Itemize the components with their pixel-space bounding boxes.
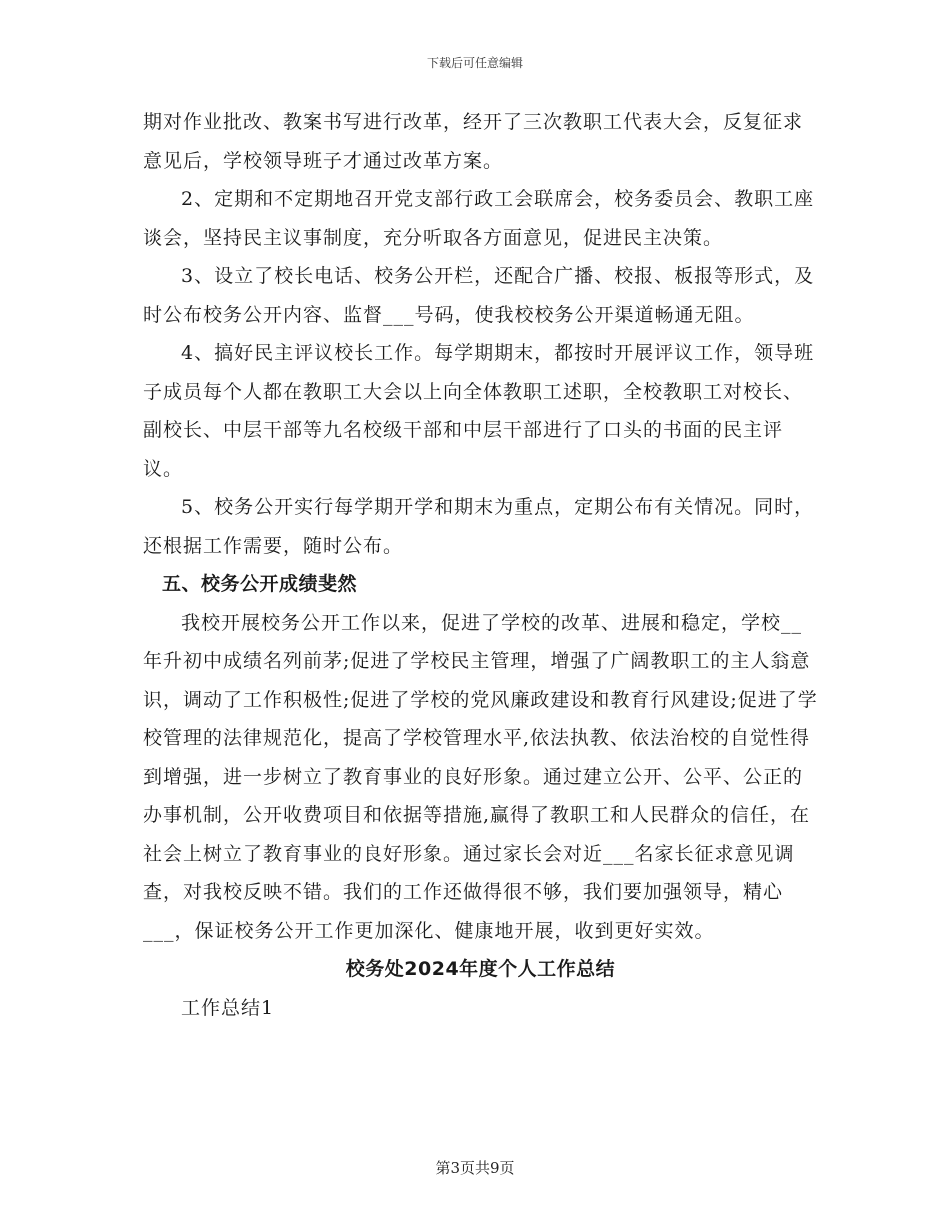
paragraph-continuation: 期对作业批改、教案书写进行改革，经开了三次教职工代表大会，反复征求意见后，学校领导班子才通过改革方案。 (143, 111, 804, 172)
document-title: 校务处2024年度个人工作总结 (345, 958, 616, 980)
paragraph-item-2: 2、定期和不定期地召开党支部行政工会联席会，校务委员会、教职工座谈会，坚持民主议事制度，充分听取各方面意见，促进民主决策。 (143, 188, 815, 249)
subsection-label: 工作总结1 (181, 996, 275, 1019)
paragraph-achievements: 我校开展校务公开工作以来，促进了学校的改革、进展和稳定，学校__年升初中成绩名列前茅;促进了学校民主管理，增强了广阔教职工的主人翁意识，调动了工作积极性;促进了学校的党风廉政建设和教育行风建设;促进了学校管理的法律规范化，提高了学校管理水平,依法执教、依法治校的自觉性得到增强，进一步树立了教育事业的良好形象。通过建立公开、公平、公正的办事机制，公开收费项目和依据等措施,赢得了教职工和人民群众的信任，在社会上树立了教育事业的良好形象。通过家长会对近___名家长征求意见调查，对我校反映不错。我们的工作还做得很不够，我们要加强领导，精心___，保证校务公开工作更加深化、健康地开展，收到更好实效。 (143, 611, 818, 942)
page-footer: 第3页共9页 (435, 1159, 515, 1177)
document-body (143, 103, 818, 1027)
page-header: 下载后可任意编辑 (426, 56, 523, 70)
paragraph-item-5: 5、校务公开实行每学期开学和期末为重点，定期公布有关情况。同时，还根据工作需要，随时公布。 (143, 496, 815, 557)
paragraph-item-4: 4、搞好民主评议校长工作。每学期期末，都按时开展评议工作，领导班子成员每个人都在教职工大会以上向全体教职工述职，全校教职工对校长、副校长、中层干部等九名校级干部和中层干部进行了口头的书面的民主评议。 (143, 342, 815, 480)
paragraph-item-3: 3、设立了校长电话、校务公开栏，还配合广播、校报、板报等形式，及时公布校务公开内容、监督___号码，使我校校务公开渠道畅通无阻。 (143, 265, 815, 326)
section-heading: 五、校务公开成绩斐然 (162, 573, 358, 595)
